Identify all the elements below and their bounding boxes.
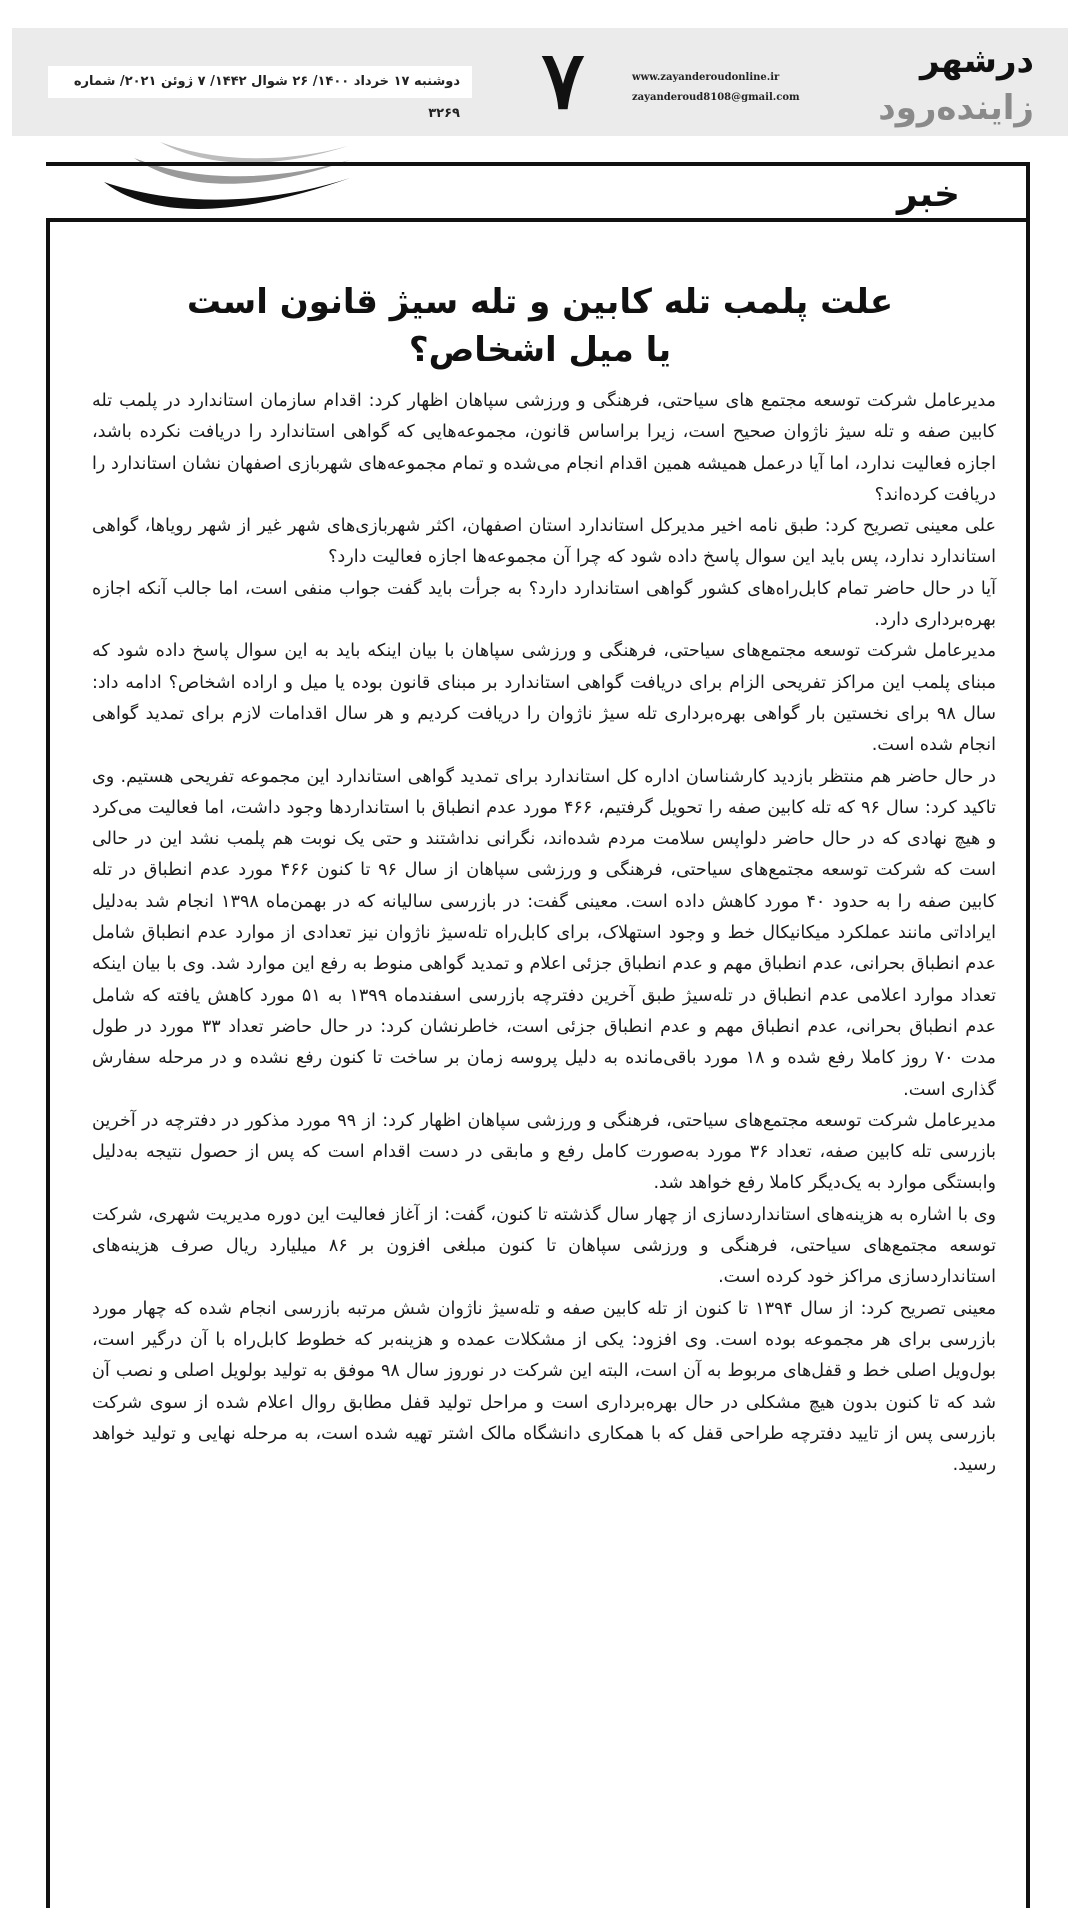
date-line: دوشنبه ۱۷ خرداد ۱۴۰۰/ ۲۶ شوال ۱۴۴۲/ ۷ ژوئن ۲۰۲۱/ شماره ۳۲۶۹ (48, 66, 472, 98)
website-link[interactable]: www.zayanderoudonline.ir (632, 72, 780, 83)
paragraph: معینی تصریح کرد: از سال ۱۳۹۴ تا کنون از تله کابین صفه و تله‌سیژ ناژوان شش مرتبه بازرسی انجام شده که چهار مورد بازرسی برای هر مجموعه بوده است. وی افزود: یکی از مشکلات عمده و هزینه‌بر که خطوط کابل‌راه با آن درگیر است، بول‌ویل اصلی خط و قفل‌های مربوط به آن است، البته این شرکت در نوروز سال ۹۸ موفق به تولید بولویل اصلی و نصب آن شد که تا کنون بدون هیچ مشکلی در حال بهره‌برداری است و مراحل تولید قفل مطابق روال اعلام شده از سوی شرکت بازرسی پس از تایید دفترچه طراحی قفل که با همکاری دانشگاه مالک اشتر تهیه شده است، به مرحله نهایی و تولید خواهد رسید. (92, 1298, 996, 1476)
page-number: ۷ (541, 33, 585, 127)
paragraph: در حال حاضر هم منتظر بازدید کارشناسان اداره کل استاندارد برای تمدید گواهی استاندارد این مجموعه تفریحی هستیم. وی تاکید کرد: سال ۹۶ که تله کابین صفه را تحویل گرفتیم، ۴۶۶ مورد عدم انطباق با استانداردها وجود داشت، اما فعالیت می‌کرد و هیچ نهادی که در حال حاضر دلواپس سلامت مردم شده‌اند، نگرانی نداشتند و حتی یک نوبت هم پلمب نشد این در حالی است که شرکت توسعه مجتمع‌های سیاحتی، فرهنگی و ورزشی سپاهان از سال ۹۶ تا کنون ۴۶۶ مورد عدم انطباق در تله کابین صفه را به حدود ۴۰ مورد کاهش داده است. معینی گفت: در بازرسی سالیانه که در بهمن‌ماه ۱۳۹۸ انجام شد به‌دلیل ایراداتی مانند عملکرد میکانیکال خط و وجود استهلاک، برای کابل‌راه تله‌سیژ ناژوان نیز تعدادی از موارد عدم انطباق شامل عدم انطباق بحرانی، عدم انطباق مهم و عدم انطباق جزئی اعلام و تمدید گواهی منوط به رفع این موارد شد. وی با بیان اینکه تعداد موارد اعلامی عدم انطباق در تله‌سیژ طبق آخرین دفترچه بازرسی اسفندماه ۱۳۹۹ به ۵۱ مورد کاهش یافته که شامل عدم انطباق بحرانی، عدم انطباق مهم و عدم انطباق جزئی است، خاطرنشان کرد: در حال حاضر تعداد ۳۳ مورد در طول مدت ۷۰ روز کاملا رفع شده و ۱۸ مورد باقی‌مانده به دلیل پروسه زمان بر ساخت تا کنون رفع نشده و در مرحله سفارش گذاری است. (92, 766, 997, 1100)
paragraph: مدیرعامل شرکت توسعه مجتمع های سیاحتی، فرهنگی و ورزشی سپاهان اظهار کرد: اقدام سازمان استاندارد در پلمب تله کابین صفه و تله سیژ ناژوان صحیح است، زیرا براساس قانون، مجموعه‌هایی که گواهی استاندارد را دریافت نکرده باشد، اجازه فعالیت ندارد، اما آیا درعمل همیشه همین اقدام انجام می‌شده و تمام مجموعه‌های شهربازی اصفهان نشان استاندارد را دریافت کرده‌اند؟ (92, 391, 996, 505)
paragraph: آیا در حال حاضر تمام کابل‌راه‌های کشور گواهی استاندارد دارد؟ به جرأت باید گفت جواب منفی است، اما جالب آنکه اجازه بهره‌برداری دارد. (92, 578, 996, 631)
email-link[interactable]: zayanderoud8108@gmail.com (632, 92, 800, 103)
article-body (92, 386, 996, 1481)
section-title: درشهر (919, 41, 1034, 81)
paragraph: مدیرعامل شرکت توسعه مجتمع‌های سیاحتی، فرهنگی و ورزشی سپاهان اظهار کرد: از ۹۹ مورد مذکور در دفترچه در آخرین بازرسی تله کابین صفه، تعداد ۳۶ مورد به‌صورت کامل رفع و مابقی در دست اقدام است که پس از حصول نتیجه به‌دلیل وابستگی موارد به یک‌دیگر کاملا رفع خواهد شد. (92, 1110, 996, 1194)
headline-line-2: یا میل اشخاص؟ (408, 330, 672, 370)
masthead (12, 28, 1068, 136)
paper-logo: زاینده‌رود (878, 88, 1034, 128)
paragraph: مدیرعامل شرکت توسعه مجتمع‌های سیاحتی، فرهنگی و ورزشی سپاهان با بیان اینکه باید به این سوال پاسخ داده شود که مبنای پلمب این مراکز تفریحی الزام برای دریافت گواهی استاندارد بر مبنای قانون بوده یا میل و اراده اشخاص؟ ادامه داد: سال ۹۸ برای نخستین بار گواهی بهره‌برداری تله سیژ ناژوان را دریافت کردیم و هر سال اقدامات لازم برای تمدید گواهی انجام شده است. (92, 641, 997, 756)
paragraph: علی معینی تصریح کرد: طبق نامه اخیر مدیرکل استاندارد استان اصفهان، اکثر شهربازی‌های شهر غیر از شهر رویاها، گواهی استاندارد ندارد، پس باید این سوال پاسخ داده شود که چرا آن مجموعه‌ها اجازه فعالیت دارد؟ (92, 516, 996, 568)
headline-line-1: علت پلمب تله کابین و تله سیژ قانون است (186, 282, 894, 322)
article-headline (100, 278, 980, 374)
category-label: خبر (896, 174, 960, 215)
contact-info (632, 68, 812, 108)
paragraph: وی با اشاره به هزینه‌های استانداردسازی از چهار سال گذشته تا کنون، گفت: از آغاز فعالیت این دوره مدیریت شهری، شرکت توسعه مجتمع‌های سیاحتی، فرهنگی و ورزشی سپاهان تا کنون مبلغی افزون بر ۸۶ میلیارد ریال صرف هزینه‌های استانداردسازی مراکز خود کرده است. (92, 1204, 996, 1288)
